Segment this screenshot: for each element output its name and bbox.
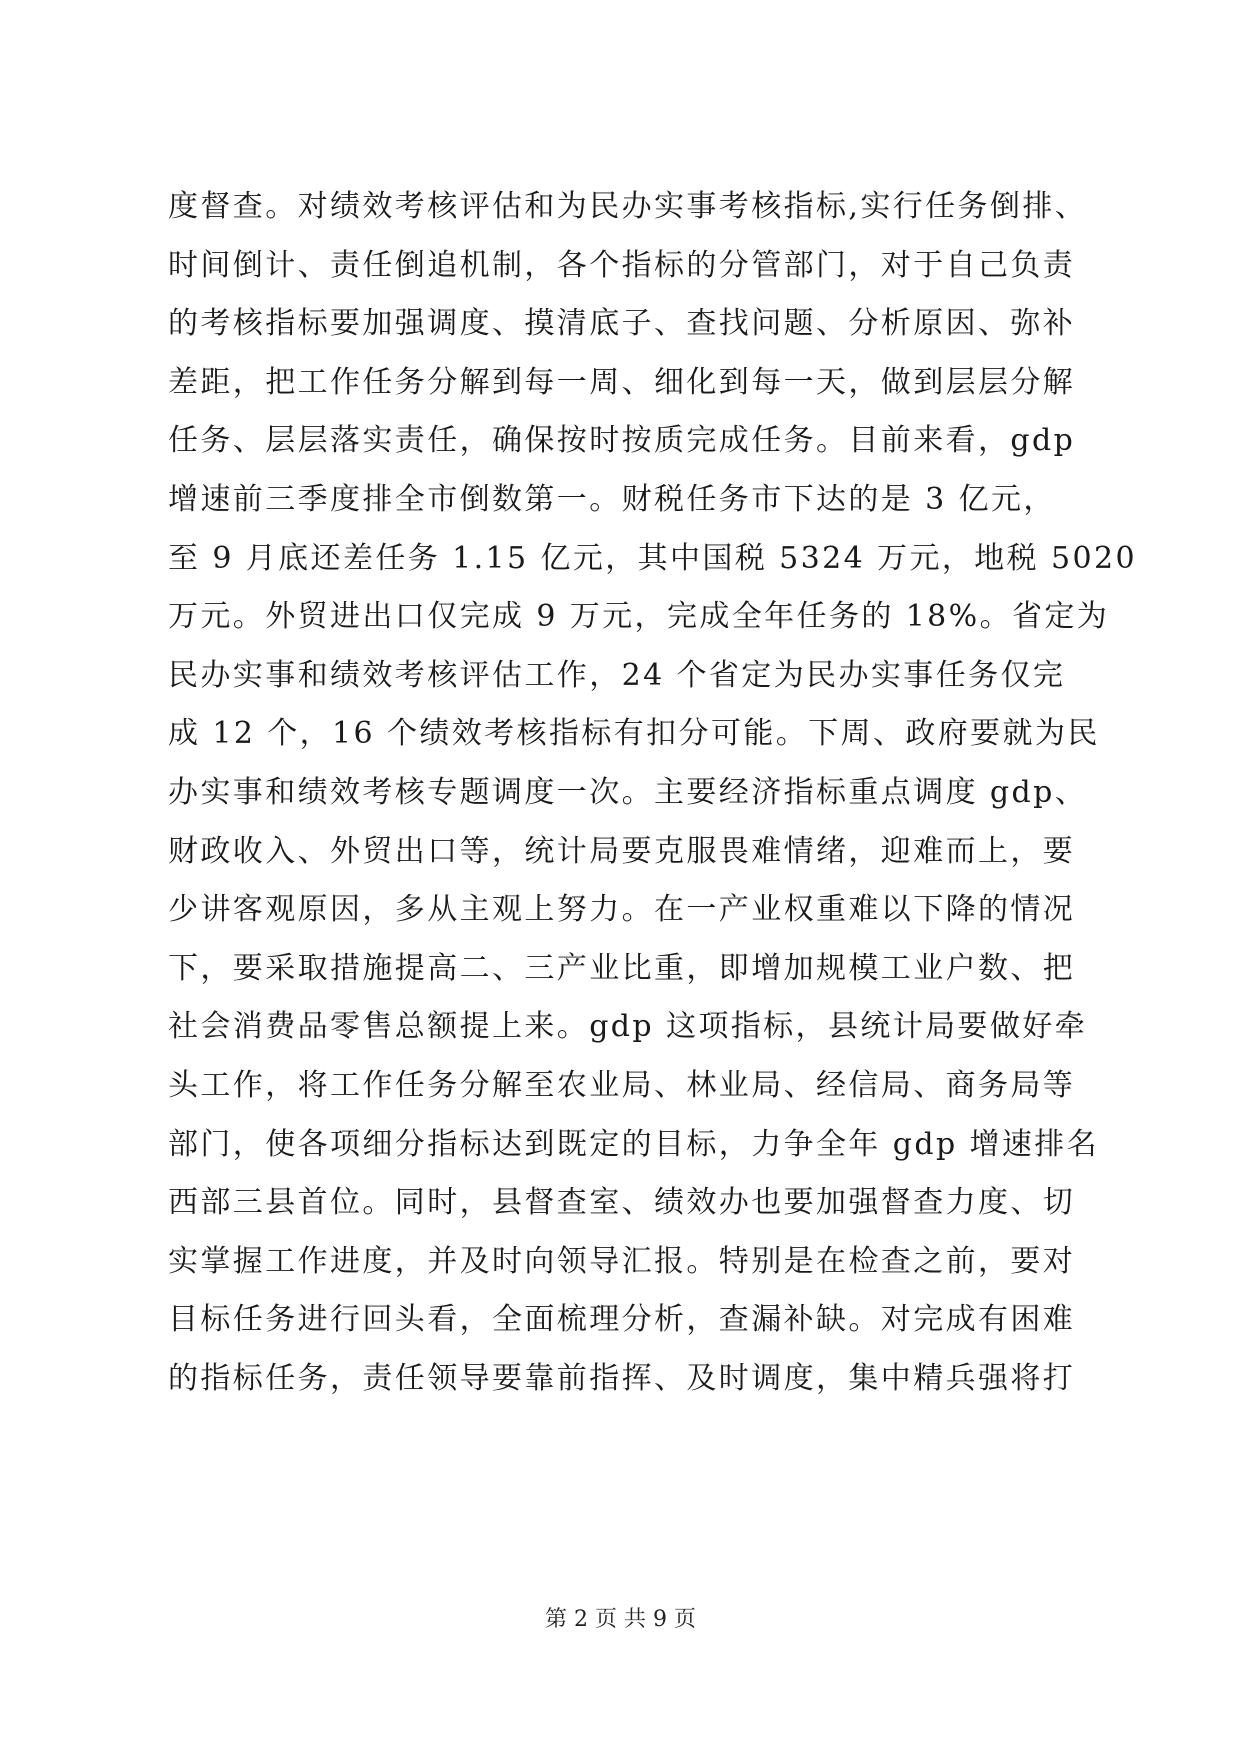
page-number-footer: 第 2 页 共 9 页 <box>545 1607 696 1632</box>
text-line: 任务、层层落实责任，确保按时按质完成任务。目前来看，gdp <box>168 423 1076 459</box>
text-line: 成 12 个，16 个绩效考核指标有扣分可能。下周、政府要就为民 <box>168 716 1100 752</box>
text-line: 实掌握工作进度，并及时向领导汇报。特别是在检查之前，要对 <box>168 1243 1076 1279</box>
text-line: 头工作，将工作任务分解至农业局、林业局、经信局、商务局等 <box>168 1067 1076 1103</box>
text-line: 财政收入、外贸出口等，统计局要克服畏难情绪，迎难而上，要 <box>168 833 1076 869</box>
text-line: 少讲客观原因，多从主观上努力。在一产业权重难以下降的情况 <box>168 892 1076 928</box>
text-line: 下，要采取措施提高二、三产业比重，即增加规模工业户数、把 <box>168 950 1076 986</box>
text-line: 的考核指标要加强调度、摸清底子、查找问题、分析原因、弥补 <box>168 306 1076 342</box>
text-line: 时间倒计、责任倒追机制，各个指标的分管部门，对于自己负责 <box>168 247 1076 283</box>
text-line: 社会消费品零售总额提上来。gdp 这项指标，县统计局要做好牵 <box>168 1009 1088 1045</box>
text-line: 民办实事和绩效考核评估工作，24 个省定为民办实事任务仅完 <box>168 657 1066 693</box>
text-line: 的指标任务，责任领导要靠前指挥、及时调度，集中精兵强将打 <box>168 1360 1076 1396</box>
text-line: 至 9 月底还差任务 1.15 亿元，其中国税 5324 万元，地税 5020 <box>168 540 1137 576</box>
text-line: 部门，使各项细分指标达到既定的目标，力争全年 gdp 增速排名 <box>168 1126 1100 1162</box>
body-paragraph <box>168 178 1137 1408</box>
text-line: 差距，把工作任务分解到每一周、细化到每一天，做到层层分解 <box>168 364 1076 400</box>
text-line: 增速前三季度排全市倒数第一。财税任务市下达的是 3 亿元， <box>168 481 1056 517</box>
text-line: 度督查。对绩效考核评估和为民办实事考核指标,实行任务倒排、 <box>168 189 1088 224</box>
text-line: 万元。外贸进出口仅完成 9 万元，完成全年任务的 18%。省定为 <box>168 599 1110 635</box>
text-line: 目标任务进行回头看，全面梳理分析，查漏补缺。对完成有困难 <box>168 1302 1076 1338</box>
text-line: 西部三县首位。同时，县督查室、绩效办也要加强督查力度、切 <box>168 1185 1076 1221</box>
text-line: 办实事和绩效考核专题调度一次。主要经济指标重点调度 gdp、 <box>168 774 1088 810</box>
